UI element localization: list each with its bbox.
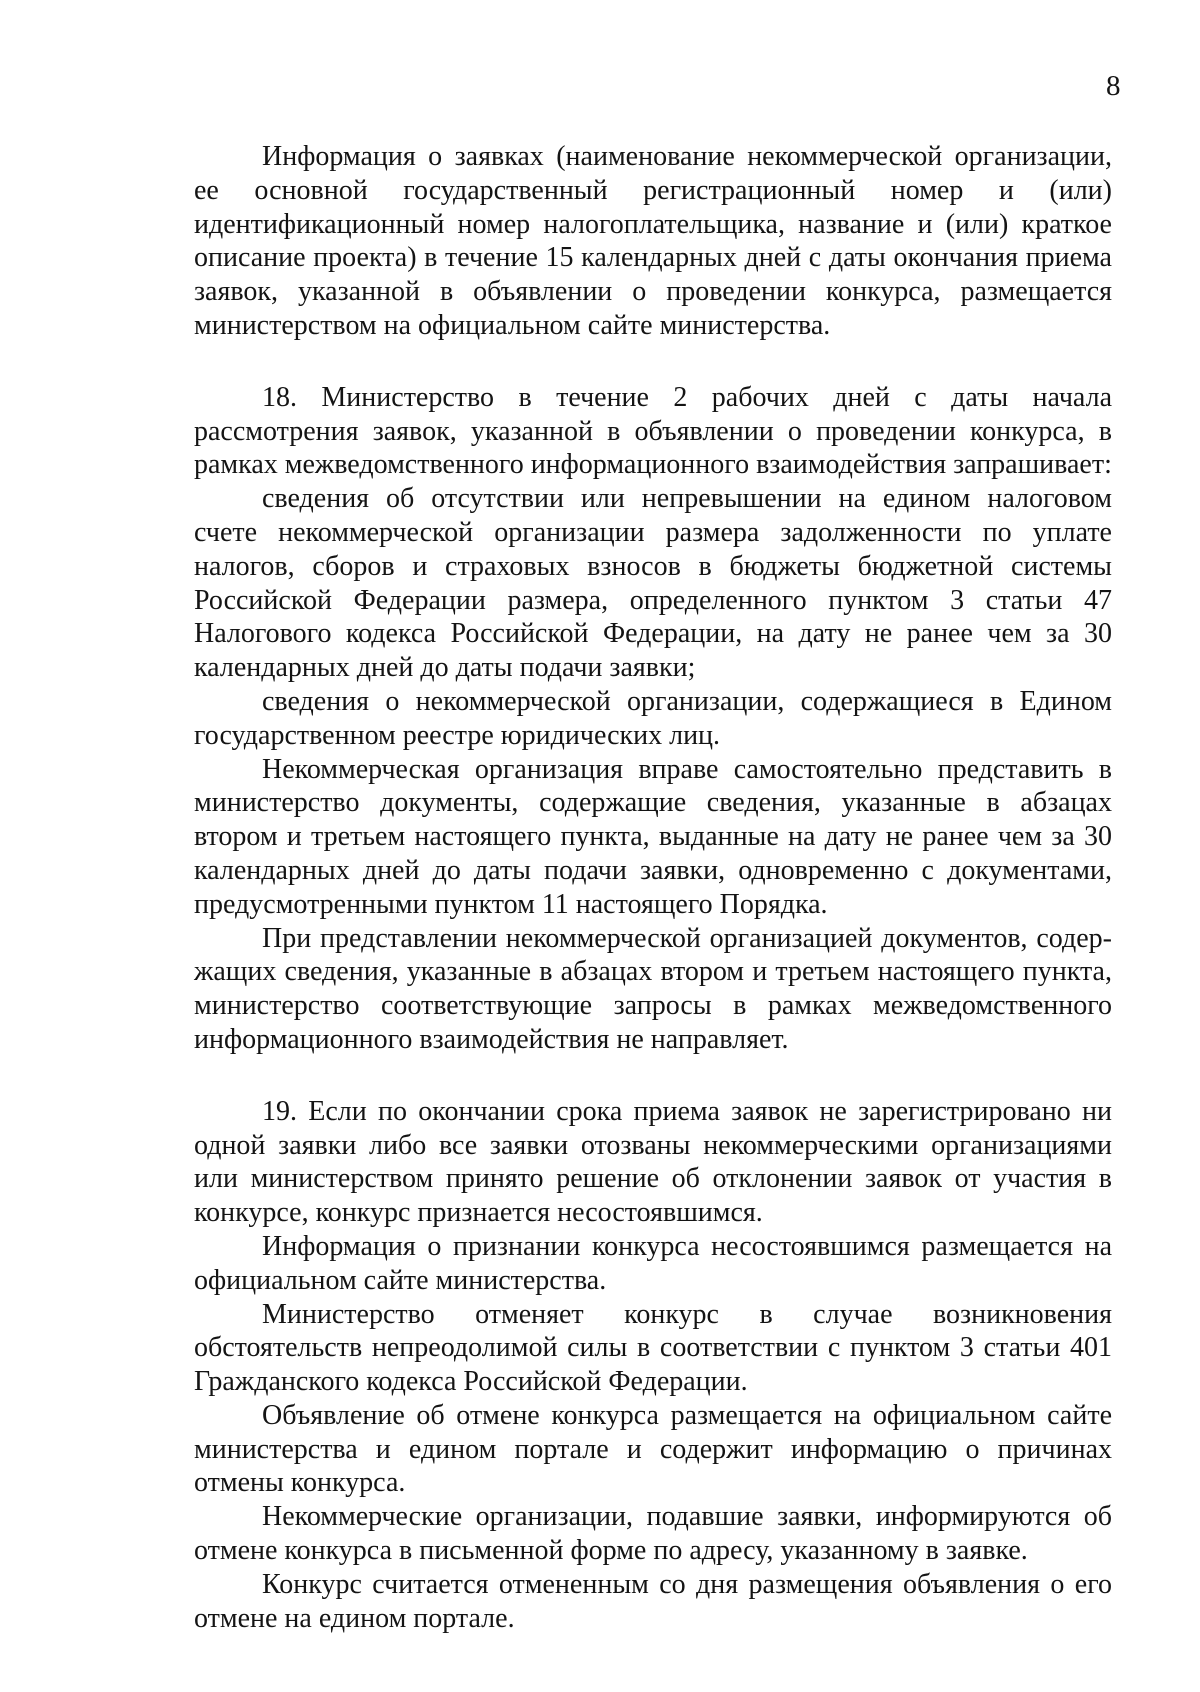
paragraph-cancellation-notice: Объявление об отмене конкурса размещается на официальном сайте министерства и едином портале и содержит информацию о причинах отмены конкурса. — [194, 1399, 1112, 1499]
paragraph-registry-info: сведения о некоммерческой организации, содержащиеся в Едином государственном реестре юридических лиц. — [194, 685, 1112, 751]
section-gap — [194, 1057, 1112, 1095]
paragraph-no-requests: При представлении некоммерческой организацией документов, содержащих сведения, указанные в абзацах втором и третьем настоящего пункта, министерство соответствующие запросы в рамках межведомственного информационного взаимодействия не направляет. — [194, 922, 1112, 1055]
paragraph-tax-debt-info: сведения об отсутствии или непревышении на едином налоговом счете некоммерческой организации размера задолженности по уплате налогов, сборов и страховых взносов в бюджеты бюджетной системы Российской Федерации размера, определенного пунктом 3 статьи 47 Налогового кодекса Российской Федерации, на дату не ранее чем за 30 календарных дней до даты подачи заявки; — [194, 483, 1112, 684]
section-gap — [194, 343, 1112, 381]
paragraph-item-19: 19. Если по окончании срока приема заявок не зарегистрировано ни одной заявки либо все заявки отозваны некоммерческими организациями или министерством принято решение об отклонении заявок от участия в конкурсе, конкурс признается несостоявшимся. — [194, 1095, 1112, 1229]
paragraph-applicants-informed: Некоммерческие организации, подавшие заявки, информируются об отмене конкурса в письменной форме по адресу, указанному в заявке. — [194, 1501, 1112, 1567]
paragraph-failed-contest-info: Информация о признании конкурса несостоявшимся размещается на официальном сайте министерства. — [194, 1230, 1112, 1296]
page-number: 8 — [1106, 70, 1121, 102]
paragraph-cancellation-effective: Конкурс считается отмененным со дня размещения объявления о его отмене на едином портале. — [194, 1568, 1112, 1634]
paragraph-self-submission: Некоммерческая организация вправе самостоятельно представить в министерство документы, содержащие сведения, указанные в абзацах втором и третьем настоящего пункта, выданные на дату не ранее чем за 30 календарных дней до даты подачи заявки, одновременно с документами, предусмотренными пунктом 11 настоящего Порядка. — [194, 753, 1112, 920]
document-body — [194, 140, 1112, 1635]
paragraph-force-majeure: Министерство отменяет конкурс в случае возникновения обстоятельств непреодолимой силы в соответствии с пунктом 3 статьи 401 Гражданского кодекса Российской Федерации. — [194, 1298, 1112, 1398]
paragraph-item-18: 18. Министерство в течение 2 рабочих дней с даты начала рассмотрения заявок, указанной в объявлении о проведении конкурса, в рамках межведомственного информационного взаимодействия запрашивает: — [194, 381, 1112, 481]
paragraph-applications-info: Информация о заявках (наименование некоммерческой организации, ее основной государственный регистрационный номер и (или) идентификационный номер налогоплательщика, название и (или) краткое описание проекта) в течение 15 календарных дней с даты окончания приема заявок, указанной в объявлении о проведении конкурса, размещается министерством на официальном сайте министерства. — [194, 141, 1112, 341]
